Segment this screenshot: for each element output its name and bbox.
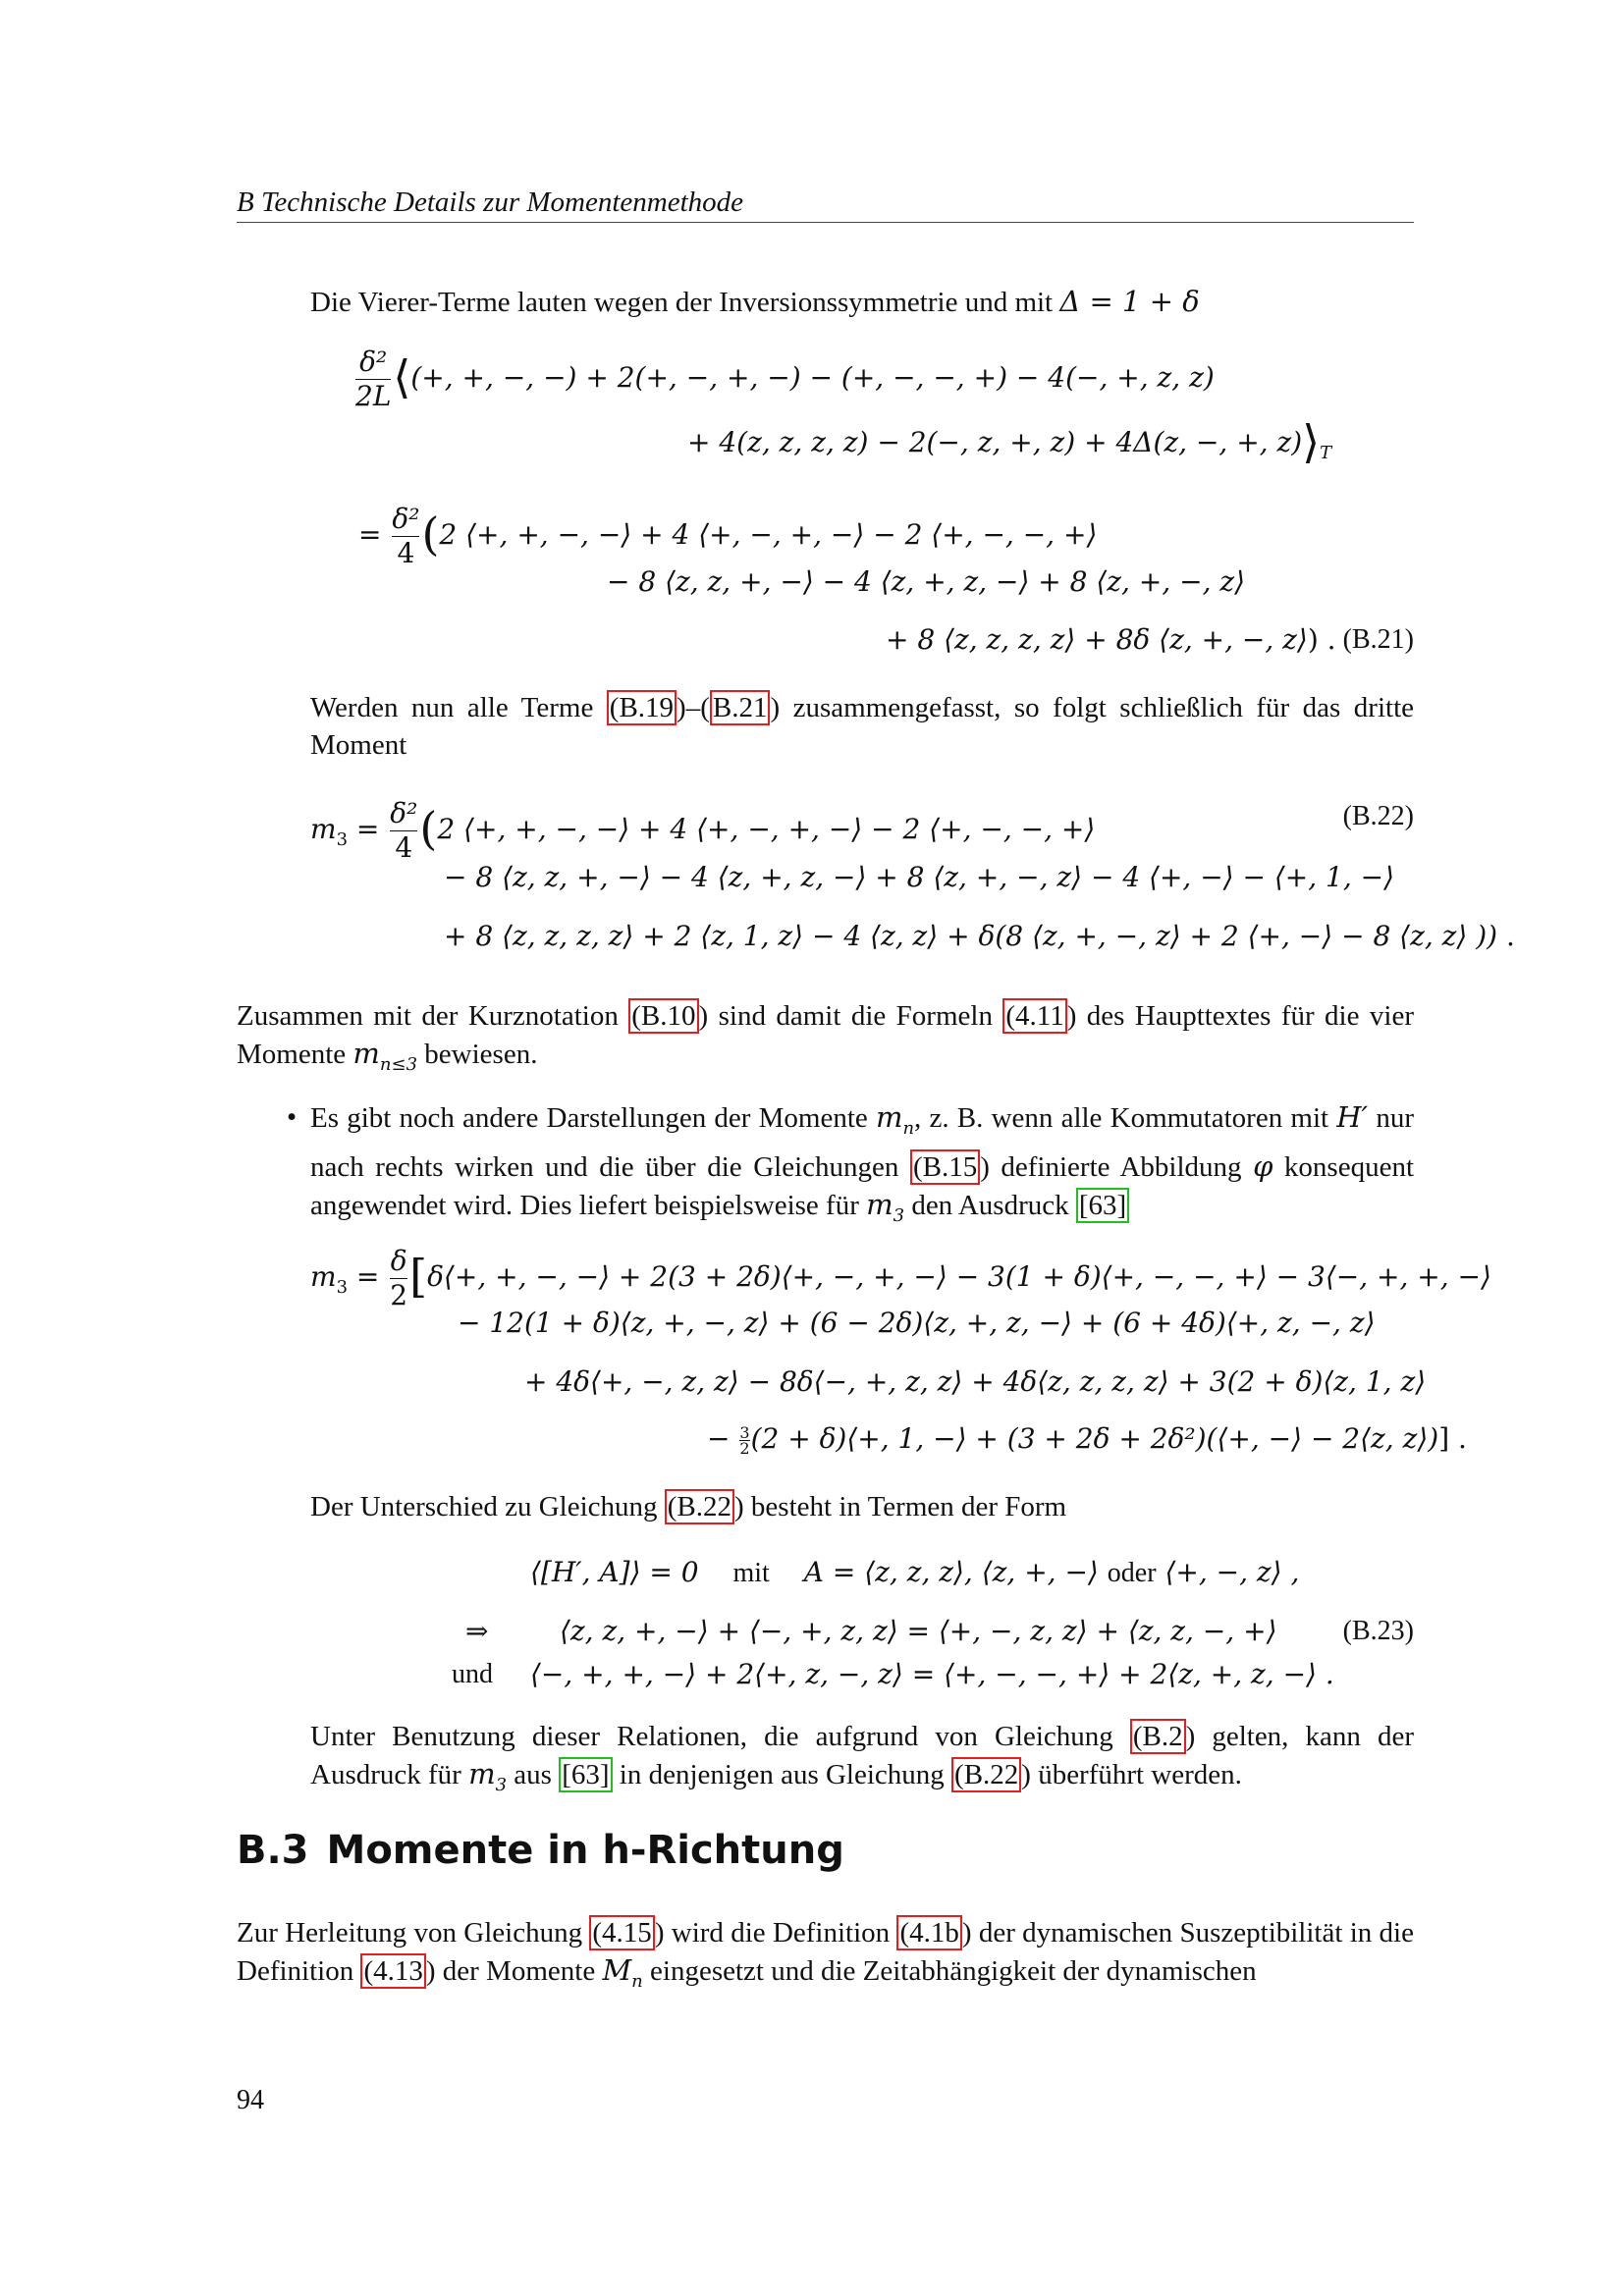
subscript: 3 bbox=[336, 829, 349, 850]
inline-math: m bbox=[875, 1100, 903, 1134]
paragraph-text: ) überführt werden. bbox=[1021, 1759, 1242, 1790]
inline-math: H′ bbox=[1336, 1100, 1369, 1134]
section-number: B.3 bbox=[237, 1828, 309, 1873]
implies-symbol: ⇒ bbox=[465, 1615, 489, 1647]
inline-math: m bbox=[866, 1188, 893, 1221]
subscript: T bbox=[1320, 443, 1332, 463]
mit-word: mit bbox=[732, 1558, 770, 1588]
paragraph-text: ) des Haupttextes für die vier Momente bbox=[237, 1000, 1414, 1070]
page-number: 94 bbox=[237, 2085, 264, 2115]
fraction bbox=[355, 346, 391, 413]
equation-end: . bbox=[1497, 920, 1515, 952]
equation-b22-line2 bbox=[444, 858, 1394, 897]
fraction-numerator: δ² bbox=[359, 346, 388, 378]
paragraph-text: ) der dynamischen Suszeptibilität in die Definition bbox=[237, 1917, 1414, 1987]
paragraph-text: den Ausdruck bbox=[904, 1190, 1076, 1221]
equation-b22-line3 bbox=[444, 917, 1515, 956]
equation-text: (+, +, −, −) + 2(+, −, +, −) − (+, −, −, +) − 4(−, +, z, z) bbox=[410, 361, 1215, 394]
equation-b23-line1 bbox=[530, 1553, 1299, 1593]
equation-number-b21: (B.21) bbox=[1342, 624, 1414, 655]
und-word: und bbox=[452, 1659, 493, 1689]
equation-text: δ⟨+, +, −, −⟩ + 2(3 + 2δ)⟨+, −, +, −⟩ − 3(1 + δ)⟨+, −, −, +⟩ − 3⟨−, +, +, −⟩ bbox=[427, 1260, 1491, 1293]
equation-text: (2 + δ)⟨+, 1, −⟩ + (3 + 2δ + 2δ²)(⟨+, −⟩ − 2⟨z, z⟩) bbox=[750, 1422, 1439, 1455]
lhs-symbol: m bbox=[310, 1260, 337, 1293]
header-rule bbox=[237, 222, 1414, 223]
equation-text: − 8 ⟨z, z, +, −⟩ − 4 ⟨z, +, z, −⟩ + 8 ⟨z, +, −, z⟩ − 4 ⟨+, −⟩ − ⟨+, 1, −⟩ bbox=[444, 861, 1395, 893]
bullet-marker: • bbox=[287, 1101, 298, 1133]
equation-link-b22[interactable]: (B.22 bbox=[665, 1489, 734, 1524]
citation-link-63[interactable]: [63] bbox=[559, 1757, 612, 1792]
paragraph-text: eingesetzt und die Zeitabhängigkeit der dynamischen bbox=[642, 1955, 1257, 1987]
running-head: B Technische Details zur Momentenmethode bbox=[237, 187, 743, 218]
equation-end: ] . bbox=[1438, 1422, 1467, 1455]
paragraph-text: ) zusammengefasst, so folgt schließlich für das dritte Moment bbox=[310, 692, 1414, 761]
section-heading bbox=[237, 1826, 844, 1875]
equation-text: + 8 ⟨z, z, z, z⟩ + 2 ⟨z, 1, z⟩ − 4 ⟨z, z⟩ + δ(8 ⟨z, +, −, z⟩ + 2 ⟨+, −⟩ − 8 ⟨z, z⟩ )) bbox=[444, 920, 1498, 952]
inline-math: φ bbox=[1253, 1149, 1273, 1183]
fraction-numerator: 3 bbox=[739, 1423, 750, 1442]
subscript: n≤3 bbox=[379, 1054, 418, 1075]
fraction-numerator: δ² bbox=[390, 797, 418, 829]
fraction-numerator: δ bbox=[390, 1245, 407, 1277]
equation-link-4-11[interactable]: (4.11 bbox=[1002, 998, 1066, 1034]
equation-link-b10[interactable]: (B.10 bbox=[628, 998, 698, 1034]
subscript: 3 bbox=[495, 1775, 508, 1795]
paragraph-text: , z. B. wenn alle Kommutatoren mit bbox=[914, 1102, 1337, 1134]
equation-text: − 8 ⟨z, z, +, −⟩ − 4 ⟨z, +, z, −⟩ + 8 ⟨z, +, −, z⟩ bbox=[607, 565, 1246, 598]
equation-link-b15[interactable]: (B.15 bbox=[910, 1149, 980, 1185]
right-angle-bracket: ⟩ bbox=[1302, 415, 1321, 468]
equation-link-4-1b[interactable]: (4.1b bbox=[896, 1915, 961, 1950]
equation-b21-line3 bbox=[358, 503, 1097, 570]
paragraph-herleitung bbox=[237, 1914, 1414, 2001]
paragraph-text: konsequent angewendet wird. Dies liefert beispielsweise für bbox=[310, 1151, 1415, 1221]
fraction bbox=[739, 1425, 749, 1456]
paragraph-unterschied bbox=[310, 1488, 1414, 1525]
equation-link-4-13[interactable]: (4.13 bbox=[360, 1953, 425, 1989]
paragraph-text: ) definierte Abbildung bbox=[980, 1151, 1254, 1183]
paragraph-text: Der Unterschied zu Gleichung bbox=[310, 1491, 665, 1522]
equation-m3-alt-line3 bbox=[524, 1362, 1426, 1402]
equals-sign: = bbox=[355, 1260, 380, 1293]
equation-text: ⟨[H′, A]⟩ = 0 bbox=[530, 1556, 699, 1588]
inline-math: M bbox=[602, 1953, 632, 1987]
paragraph-text: bewiesen. bbox=[417, 1039, 538, 1070]
fraction-denominator: 2 bbox=[739, 1439, 750, 1458]
equation-m3-alt-line4 bbox=[707, 1419, 1467, 1459]
equation-number-b23: (B.23) bbox=[1342, 1616, 1414, 1646]
inline-math: m bbox=[352, 1037, 380, 1070]
equation-link-b21[interactable]: B.21 bbox=[710, 690, 771, 725]
minus-sign: − bbox=[707, 1422, 731, 1455]
equals-sign: = bbox=[358, 518, 382, 551]
bullet-paragraph bbox=[310, 1098, 1414, 1235]
equation-text: ⟨z, z, +, −⟩ + ⟨−, +, z, z⟩ = ⟨+, −, z, z⟩ + ⟨z, z, −, +⟩ bbox=[560, 1615, 1277, 1647]
paragraph-vierer-terme bbox=[310, 283, 1414, 321]
equation-text: 2 ⟨+, +, −, −⟩ + 4 ⟨+, −, +, −⟩ − 2 ⟨+, −, −, +⟩ bbox=[437, 813, 1096, 845]
equation-b23-line3 bbox=[530, 1655, 1334, 1694]
inline-math: m bbox=[468, 1757, 496, 1790]
oder-word: oder bbox=[1107, 1558, 1157, 1588]
left-angle-bracket: ⟨ bbox=[393, 350, 411, 403]
equation-b23-implies bbox=[465, 1612, 488, 1651]
paragraph-text: ) besteht in Termen der Form bbox=[734, 1491, 1067, 1522]
equation-b22-line1 bbox=[310, 797, 1095, 865]
paragraph-text: ) wird die Definition bbox=[654, 1917, 897, 1949]
subscript: n bbox=[902, 1118, 915, 1139]
equation-link-b19[interactable]: (B.19 bbox=[607, 690, 677, 725]
equation-text: ⟨+, −, z⟩ , bbox=[1164, 1556, 1300, 1588]
left-bracket: [ bbox=[409, 1250, 428, 1303]
paragraph-text: ) der Momente bbox=[425, 1955, 603, 1987]
fraction-denominator: 4 bbox=[390, 830, 417, 865]
inline-math: Δ = 1 + δ bbox=[1059, 285, 1200, 318]
equation-link-b2[interactable]: (B.2 bbox=[1130, 1719, 1186, 1754]
fraction bbox=[390, 1245, 407, 1312]
paragraph-werden-nun bbox=[310, 689, 1414, 764]
paragraph-unter-benutzung bbox=[310, 1718, 1414, 1804]
fraction bbox=[392, 503, 419, 570]
paragraph-text: )–( bbox=[677, 692, 710, 723]
paragraph-text: aus bbox=[507, 1759, 560, 1790]
equation-text: A = ⟨z, z, z⟩, ⟨z, +, −⟩ bbox=[803, 1556, 1099, 1588]
paragraph-text: Es gibt noch andere Darstellungen der Momente bbox=[310, 1102, 876, 1134]
citation-link-63[interactable]: [63] bbox=[1076, 1188, 1129, 1223]
subscript: 3 bbox=[893, 1205, 905, 1226]
equation-b21-line1 bbox=[353, 346, 1215, 413]
paragraph-text: ) sind damit die Formeln bbox=[698, 1000, 1003, 1032]
equation-m3-alt-line2 bbox=[458, 1304, 1376, 1343]
paragraph-text: Werden nun alle Terme bbox=[310, 692, 607, 723]
paragraph-zusammen bbox=[237, 997, 1414, 1084]
left-paren: ( bbox=[421, 507, 440, 561]
fraction-denominator: 2L bbox=[355, 380, 392, 412]
lhs-symbol: m bbox=[310, 813, 337, 845]
equation-b21-line4 bbox=[607, 562, 1245, 602]
equation-end: ) . bbox=[1307, 623, 1336, 656]
equation-b21-line5 bbox=[886, 620, 1336, 660]
subscript: 3 bbox=[336, 1277, 349, 1298]
equation-text: + 4(z, z, z, z) − 2(−, z, +, z) + 4Δ(z, −, +, z) bbox=[687, 426, 1303, 458]
left-paren: ( bbox=[419, 802, 438, 855]
paragraph-text: Zur Herleitung von Gleichung bbox=[237, 1917, 590, 1949]
equation-text: + 4δ⟨+, −, z, z⟩ − 8δ⟨−, +, z, z⟩ + 4δ⟨z, z, z, z⟩ + 3(2 + δ)⟨z, 1, z⟩ bbox=[524, 1365, 1427, 1398]
equation-text: − 12(1 + δ)⟨z, +, −, z⟩ + (6 − 2δ)⟨z, +, z, −⟩ + (6 + 4δ)⟨+, z, −, z⟩ bbox=[458, 1307, 1376, 1339]
paragraph-text: Die Vierer-Terme lauten wegen der Inversionssymmetrie und mit bbox=[310, 287, 1054, 318]
paragraph-text: Zusammen mit der Kurznotation bbox=[237, 1000, 629, 1032]
paragraph-text: in denjenigen aus Gleichung bbox=[612, 1759, 952, 1790]
equation-text: ⟨−, +, +, −⟩ + 2⟨+, z, −, z⟩ = ⟨+, −, −, +⟩ + 2⟨z, +, z, −⟩ . bbox=[530, 1658, 1334, 1690]
paragraph-text: ) gelten, kann der Ausdruck für bbox=[310, 1721, 1414, 1790]
equation-text: 2 ⟨+, +, −, −⟩ + 4 ⟨+, −, +, −⟩ − 2 ⟨+, −, −, +⟩ bbox=[439, 518, 1098, 551]
equation-text: + 8 ⟨z, z, z, z⟩ + 8δ ⟨z, +, −, z⟩ bbox=[886, 623, 1308, 656]
equation-link-4-15[interactable]: (4.15 bbox=[589, 1915, 654, 1950]
equation-b21-line2 bbox=[687, 415, 1332, 473]
fraction bbox=[390, 797, 417, 865]
equation-b23-und bbox=[452, 1655, 493, 1694]
equation-b23-line2 bbox=[560, 1612, 1277, 1651]
fraction-denominator: 4 bbox=[392, 536, 419, 570]
equation-number-b22: (B.22) bbox=[1342, 801, 1414, 831]
equals-sign: = bbox=[355, 813, 380, 845]
paragraph-text: Unter Benutzung dieser Relationen, die aufgrund von Gleichung bbox=[310, 1721, 1130, 1752]
subscript: n bbox=[631, 1971, 643, 1992]
equation-link-b22[interactable]: (B.22 bbox=[951, 1757, 1021, 1792]
paragraph-text: nur nach rechts wirken und die über die Gleichungen bbox=[310, 1102, 1414, 1183]
fraction-denominator: 2 bbox=[390, 1279, 408, 1311]
fraction-numerator: δ² bbox=[392, 503, 420, 535]
section-title-text: Momente in h-Richtung bbox=[326, 1828, 844, 1873]
equation-m3-alt-line1 bbox=[310, 1245, 1491, 1312]
